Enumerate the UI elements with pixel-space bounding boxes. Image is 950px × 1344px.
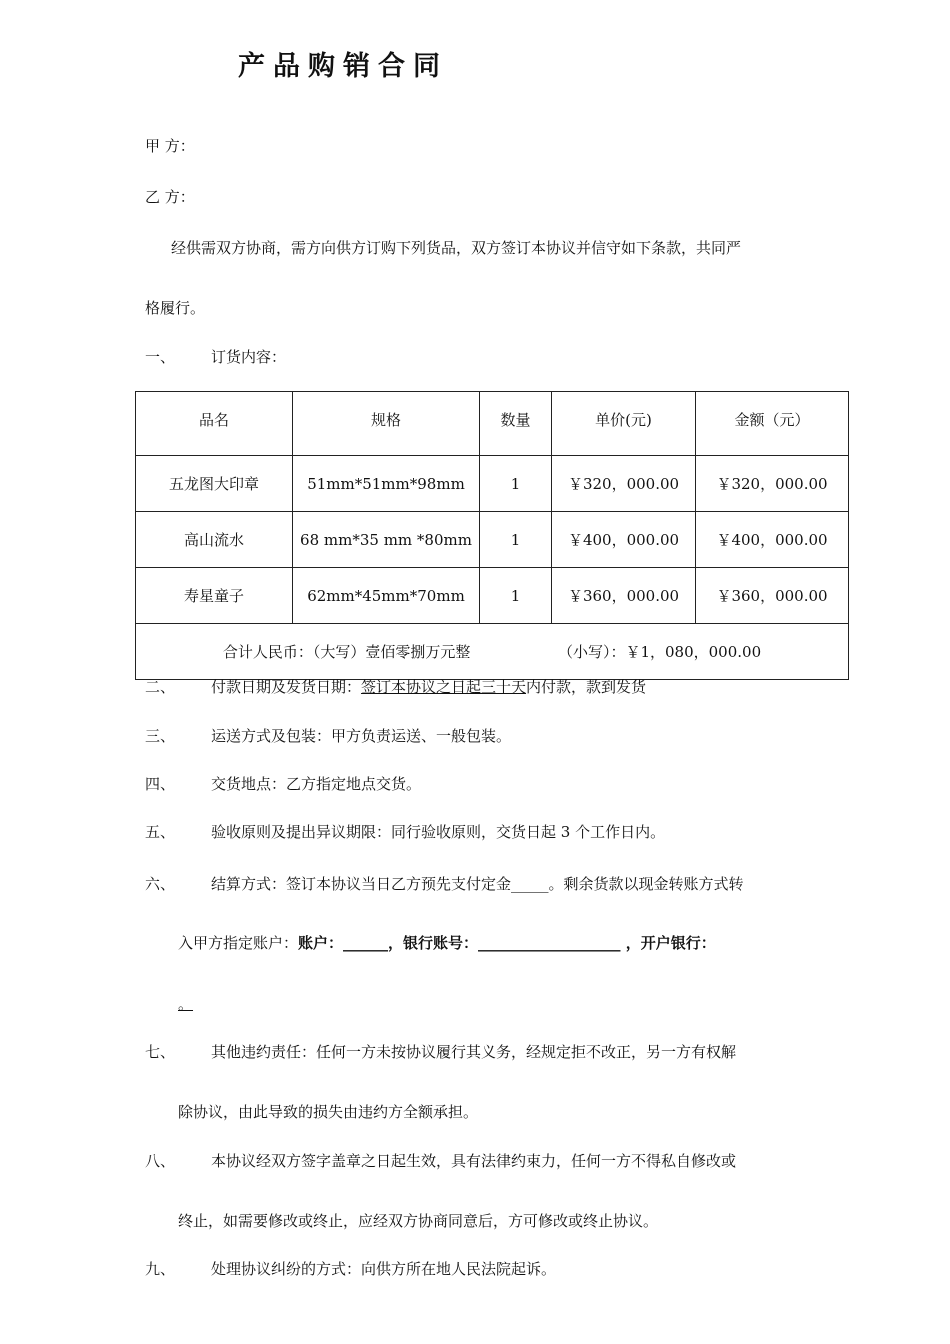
section-number: 一、 <box>145 348 176 366</box>
section-7 <box>145 1041 736 1062</box>
header-cell: 金额（元） <box>696 392 849 456</box>
table-cell: ￥320，000.00 <box>696 456 849 512</box>
section-text: 结算方式：签订本协议当日乙方预先支付定金_____。剩余货款以现金转账方式转 <box>211 875 744 893</box>
table-cell: 五龙图大印章 <box>136 456 293 512</box>
account-fields: 账户：______，银行账号：___________________ ，开户银行： <box>298 934 716 952</box>
header-cell: 规格 <box>293 392 480 456</box>
section-6 <box>145 873 744 894</box>
total-uppercase: 合计人民币：（大写）壹佰零捌万元整 <box>222 643 471 661</box>
section-suffix: 内付款，款到发货 <box>526 678 647 696</box>
section-number: 七、 <box>145 1043 176 1061</box>
section-text: 其他违约责任：任何一方未按协议履行其义务，经规定拒不改正，另一方有权解 <box>211 1043 737 1061</box>
section-number: 六、 <box>145 875 176 893</box>
section-text: 订货内容： <box>211 348 287 366</box>
section-text: 运送方式及包装：甲方负责运送、一般包装。 <box>211 727 512 745</box>
table-cell: 1 <box>480 568 552 624</box>
section-3 <box>145 725 511 746</box>
total-cell <box>136 624 849 680</box>
section-text: 处理协议纠纷的方式：向供方所在地人民法院起诉。 <box>211 1260 557 1278</box>
section-number: 四、 <box>145 775 176 793</box>
table-cell: ￥320，000.00 <box>552 456 696 512</box>
table-cell: ￥360，000.00 <box>696 568 849 624</box>
total-lowercase: （小写）：￥1，080，000.00 <box>557 643 762 661</box>
party-b-label: 乙 方： <box>145 188 195 206</box>
section-number: 五、 <box>145 823 176 841</box>
table-total-row <box>136 624 849 680</box>
party-a-label: 甲 方： <box>145 137 195 155</box>
table-cell: 1 <box>480 456 552 512</box>
section-text: 交货地点：乙方指定地点交货。 <box>211 775 422 793</box>
section-8 <box>145 1150 736 1171</box>
section-number: 九、 <box>145 1260 176 1278</box>
order-table <box>135 391 849 680</box>
table-cell: ￥360，000.00 <box>552 568 696 624</box>
table-header-row <box>136 392 849 456</box>
section-text: 本协议经双方签字盖章之日起生效，具有法律约束力，任何一方不得私自修改或 <box>211 1152 737 1170</box>
section-prefix: 付款日期及发货日期： <box>211 678 362 696</box>
section-6-line-3: 。 <box>178 995 194 1013</box>
section-7-line-2: 除协议，由此导致的损失由违约方全额承担。 <box>178 1103 479 1121</box>
table-cell: 高山流水 <box>136 512 293 568</box>
intro-line-1: 经供需双方协商，需方向供方订购下列货品，双方签订本协议并信守如下条款，共同严 <box>171 239 742 257</box>
section-number: 八、 <box>145 1152 176 1170</box>
account-intro: 入甲方指定账户： <box>178 934 299 952</box>
intro-line-2: 格履行。 <box>145 299 206 317</box>
section-6-line-2 <box>178 932 716 953</box>
header-cell: 数量 <box>480 392 552 456</box>
payment-term: 签订本协议之日起三十天 <box>361 678 527 696</box>
section-1 <box>145 346 286 367</box>
table-cell: ￥400，000.00 <box>696 512 849 568</box>
header-cell: 单价(元) <box>552 392 696 456</box>
section-number: 二、 <box>145 678 176 696</box>
table-cell: ￥400，000.00 <box>552 512 696 568</box>
table-row <box>136 512 849 568</box>
table-cell: 68 mm*35 mm *80mm <box>293 512 480 568</box>
table-cell: 寿星童子 <box>136 568 293 624</box>
section-text: 验收原则及提出异议期限：同行验收原则，交货日起 3 个工作日内。 <box>211 823 666 841</box>
section-number: 三、 <box>145 727 176 745</box>
section-4 <box>145 773 421 794</box>
table-cell: 1 <box>480 512 552 568</box>
section-8-line-2: 终止，如需要修改或终止，应经双方协商同意后，方可修改或终止协议。 <box>178 1212 659 1230</box>
header-cell: 品名 <box>136 392 293 456</box>
section-9 <box>145 1258 556 1279</box>
table-row <box>136 456 849 512</box>
section-2 <box>145 676 646 697</box>
contract-title: 产品购销合同 <box>238 51 448 82</box>
table-row <box>136 568 849 624</box>
section-5 <box>145 821 665 842</box>
table-cell: 62mm*45mm*70mm <box>293 568 480 624</box>
table-cell: 51mm*51mm*98mm <box>293 456 480 512</box>
